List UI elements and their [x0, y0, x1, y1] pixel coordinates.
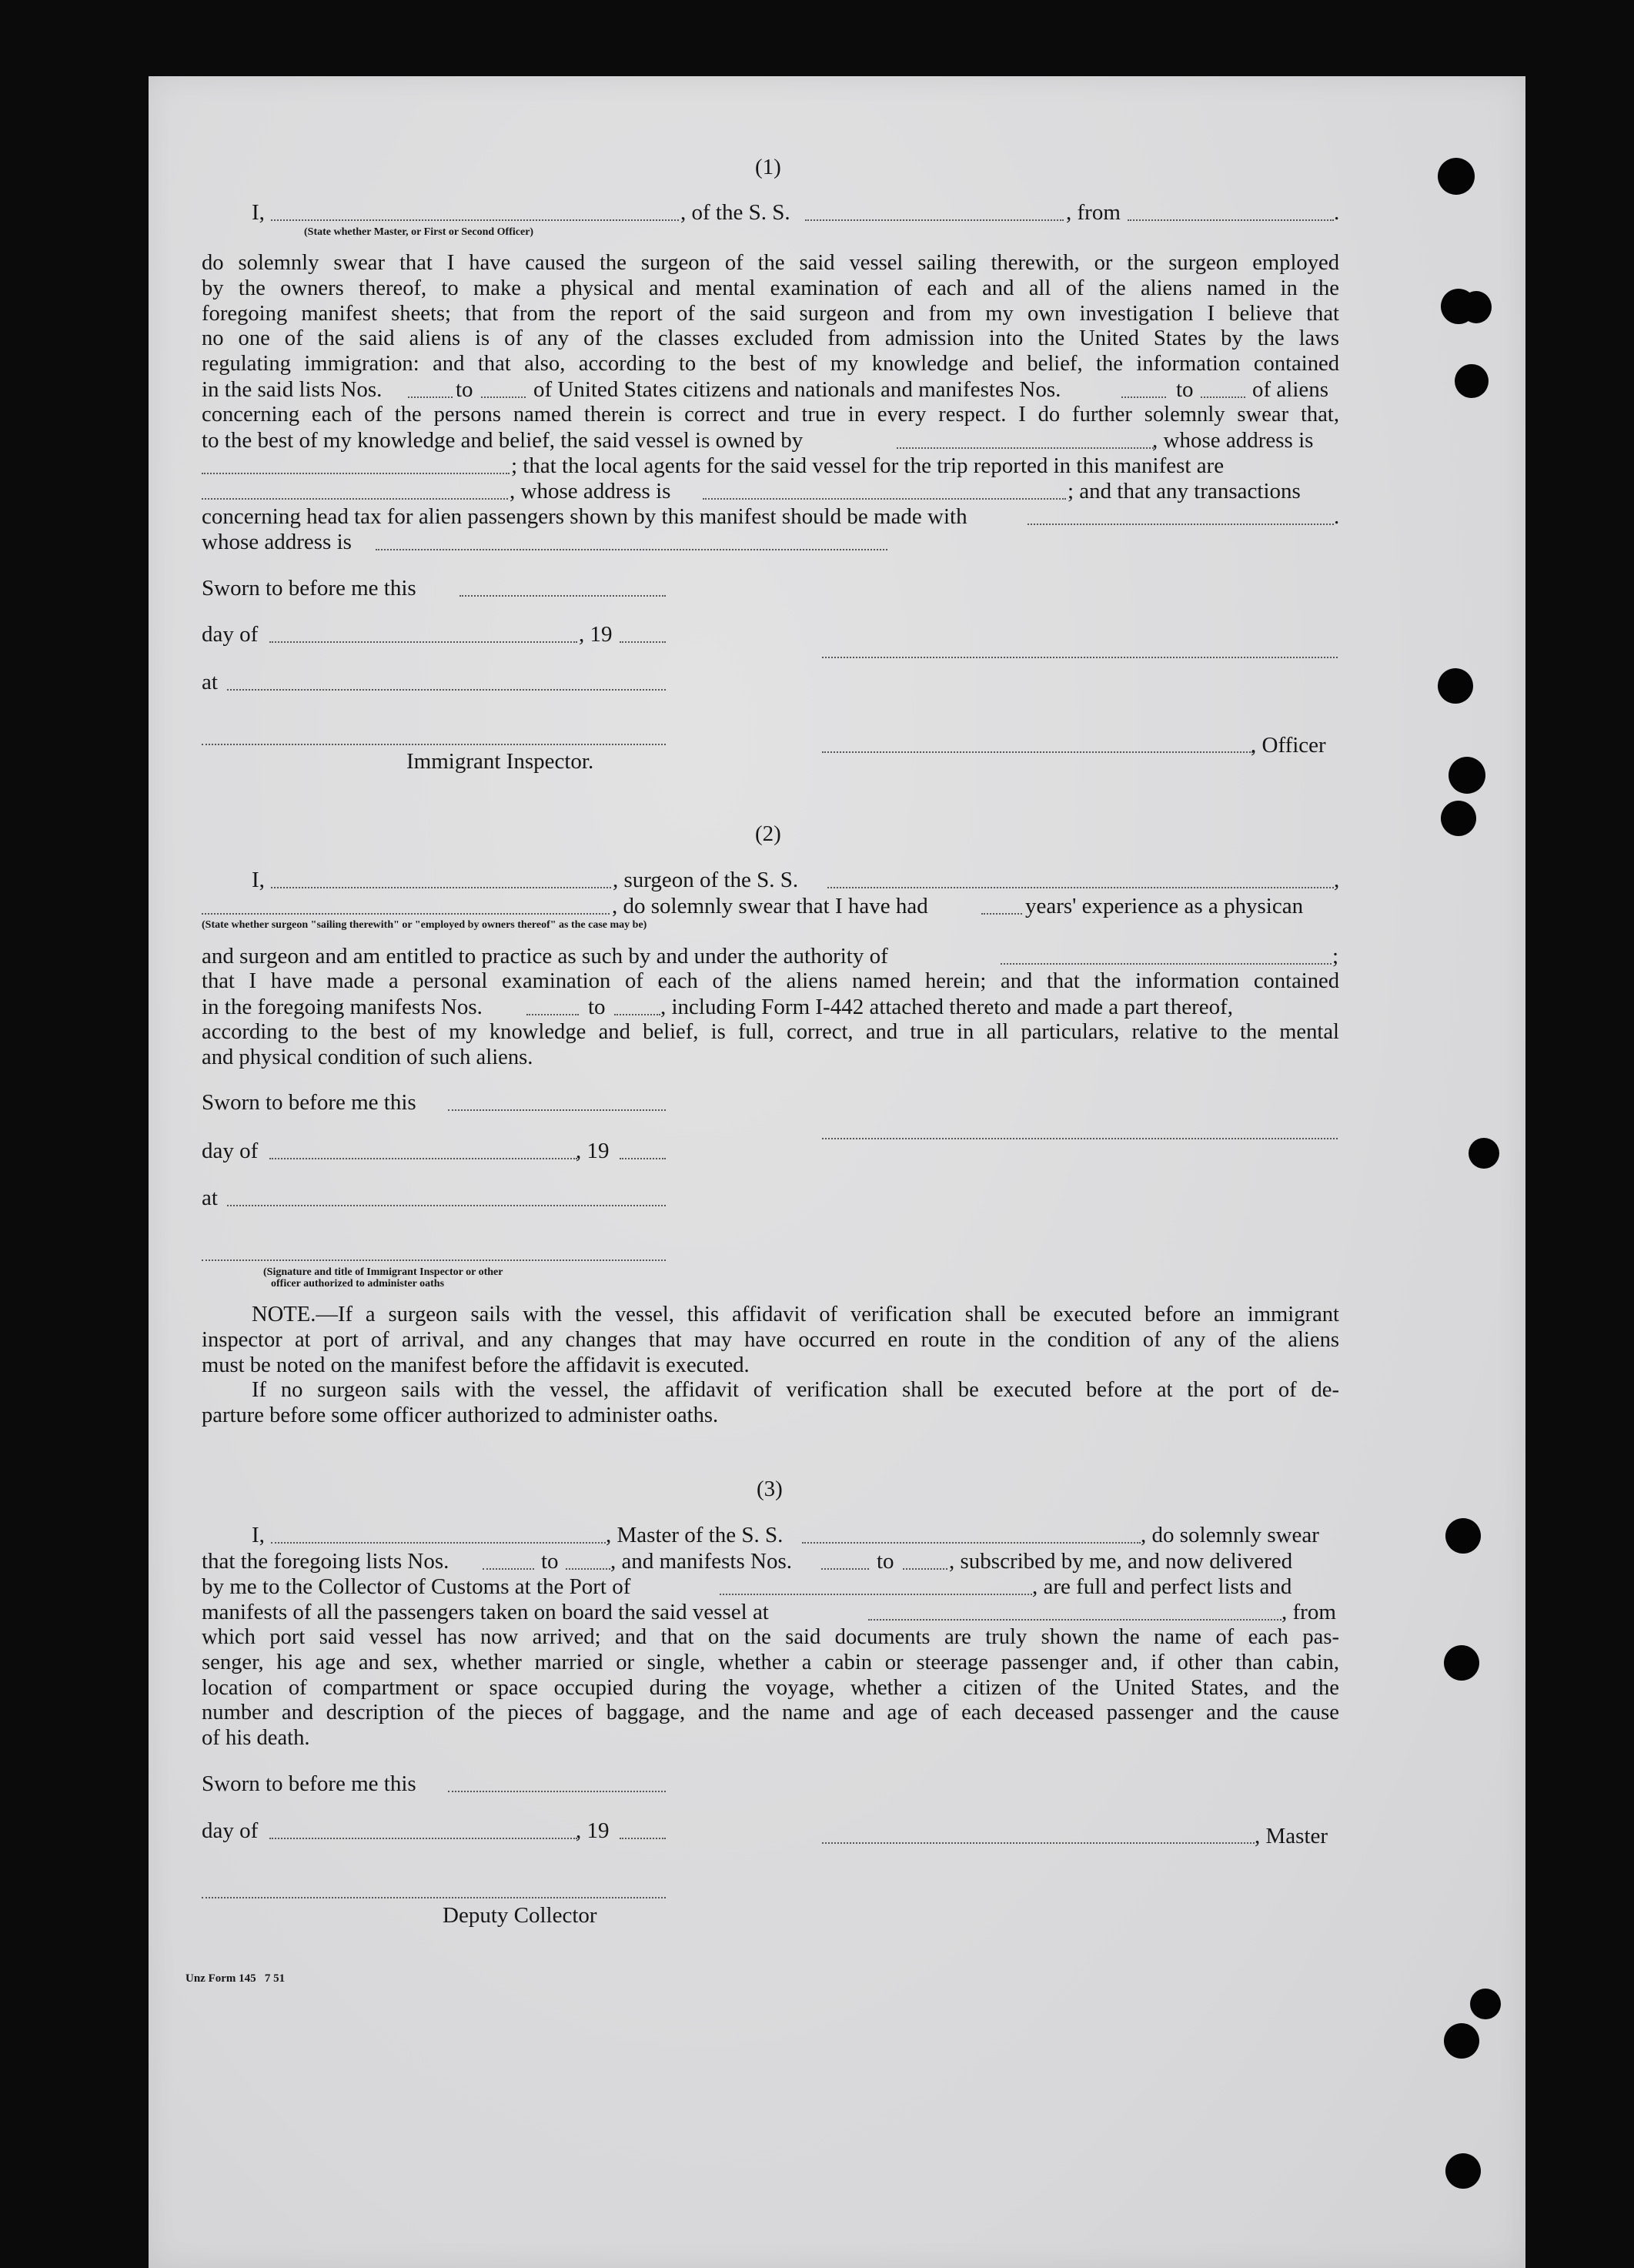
s1-paragraph	[202, 251, 1339, 377]
s1-at-blank	[227, 689, 666, 691]
binder-hole	[1449, 757, 1485, 794]
s1-transactions-text: ; and that any transactions	[1068, 479, 1301, 503]
s3-from: , from	[1281, 1600, 1336, 1624]
s2-manifest-to-blank	[614, 1014, 660, 1015]
s1-owner-blank	[897, 447, 1154, 449]
s3-swear: , do solemnly swear	[1141, 1523, 1319, 1547]
s2-years-text: years' experience as a physican	[1025, 894, 1304, 918]
s1-year: , 19	[579, 622, 613, 647]
s1-to: to	[456, 377, 473, 402]
s3-year: , 19	[576, 1818, 610, 1843]
s2-line: that I have made a personal examination of each of the aliens named herein; and that the information contained	[202, 969, 1339, 993]
s1-sworn: Sworn to before me this	[202, 576, 416, 600]
s1-period-2: .	[1334, 504, 1340, 529]
s2-surgeon-blank	[271, 887, 611, 888]
s2-to: to	[588, 995, 606, 1019]
s1-to-2: to	[1176, 377, 1194, 402]
note-line: parture before some officer authorized to administer oaths.	[202, 1403, 719, 1428]
binder-hole	[1445, 1518, 1481, 1554]
s3-master-of: , Master of the S. S.	[606, 1523, 784, 1547]
s1-lists-text: in the said lists Nos.	[202, 377, 383, 402]
s3-line: senger, his age and sex, whether married or single, whether a cabin or steerage passenger and, if other than cabin,	[202, 1650, 1339, 1674]
s3-manifest-from-blank	[821, 1568, 869, 1570]
note-line: must be noted on the manifest before the affidavit is executed.	[202, 1353, 750, 1377]
s1-of-ss: , of the S. S.	[680, 200, 790, 225]
s1-whose-address: , whose address is	[1152, 428, 1314, 453]
s2-year: , 19	[576, 1139, 610, 1163]
s1-line: do solemnly swear that I have caused the surgeon of the said vessel sailing therewith, or the surgeon employed	[202, 251, 1339, 275]
s1-officer-note: (State whether Master, or First or Second Officer)	[304, 226, 534, 238]
s3-year-blank	[620, 1838, 666, 1839]
binder-hole	[1461, 291, 1492, 323]
s3-lists-to-blank	[566, 1568, 610, 1570]
s3-line: of his death.	[202, 1726, 310, 1751]
s1-aliens-text: of aliens	[1252, 377, 1329, 402]
s2-comma: ,	[1334, 868, 1340, 892]
s1-sworn-blank	[459, 595, 666, 597]
s1-line: foregoing manifest sheets; that from the report of the said surgeon and from my own investigation I believe that	[202, 301, 1339, 326]
s1-head-tax-blank	[1028, 524, 1334, 525]
s1-i: I,	[252, 200, 265, 225]
s2-vessel-blank	[827, 887, 1334, 888]
s3-line: location of compartment or space occupied during the voyage, whether a citizen of the United States, and the	[202, 1675, 1339, 1700]
s1-line: regulating immigration: and that also, according to the best of my knowledge and belief, the information contained	[202, 352, 1339, 376]
s1-lists-from-blank	[408, 396, 453, 398]
s3-master-blank	[271, 1542, 606, 1544]
s3-line: number and description of the pieces of baggage, and the name and age of each deceased passenger and the cause	[202, 1701, 1339, 1725]
s2-sworn-blank	[448, 1109, 666, 1111]
s2-manifests-text: in the foregoing manifests Nos.	[202, 995, 483, 1019]
s1-period: .	[1334, 200, 1340, 225]
note-line: NOTE.—If a surgeon sails with the vessel, this affidavit of verification shall be executed before an immigrant	[252, 1303, 1339, 1326]
s3-lists-text: that the foregoing lists Nos.	[202, 1549, 449, 1574]
form-number: Unz Form 145 7 51	[185, 1972, 286, 1985]
s1-agents-blank	[202, 498, 508, 500]
s2-form-text: , including Form I-442 attached thereto and made a part thereof,	[660, 995, 1234, 1019]
s3-day-of: day of	[202, 1818, 259, 1843]
note-line: If no surgeon sails with the vessel, the affidavit of verification shall be executed before at the port of de-	[252, 1378, 1339, 1403]
s2-paragraph	[202, 969, 1339, 995]
s2-i: I,	[252, 868, 265, 892]
s1-line: by the owners thereof, to make a physical and mental examination of each and all of the aliens named in the	[202, 276, 1339, 300]
binder-hole	[1444, 1645, 1479, 1681]
s2-signature-line	[822, 1138, 1338, 1139]
s2-paragraph-2	[202, 1020, 1339, 1071]
s3-subscribed-text: , subscribed by me, and now delivered	[949, 1549, 1293, 1574]
s2-year-blank	[620, 1158, 666, 1159]
binder-hole	[1445, 2153, 1481, 2189]
s2-sailing-note: (State whether surgeon "sailing therewith" or "employed by owners thereof" as the case may be)	[202, 919, 647, 931]
s2-sailing-blank	[202, 913, 610, 915]
s3-sworn: Sworn to before me this	[202, 1771, 416, 1796]
s1-officer-blank	[271, 219, 679, 221]
s3-to: to	[541, 1549, 559, 1574]
s3-master-label: , Master	[1255, 1824, 1328, 1848]
s1-owner-address-blank	[202, 473, 510, 474]
s2-line: and physical condition of such aliens.	[202, 1045, 533, 1069]
s2-years-blank	[981, 913, 1022, 915]
s1-manifest-to-blank	[1201, 396, 1245, 398]
s1-manifest-from-blank	[1121, 396, 1166, 398]
s3-day-blank	[269, 1838, 577, 1839]
s2-inspector-sig-line	[202, 1259, 666, 1261]
note-line: inspector at port of arrival, and any changes that may have occurred en route in the condition of any of the aliens	[202, 1327, 1339, 1352]
s2-semicolon: ;	[1332, 944, 1339, 968]
s1-from-blank	[1128, 219, 1334, 221]
s3-full-lists-text: , are full and perfect lists and	[1032, 1574, 1292, 1599]
s2-manifest-from-blank	[526, 1014, 579, 1015]
s2-day-blank	[269, 1158, 577, 1159]
s1-vessel-blank	[805, 219, 1064, 221]
s3-deputy-sig-line	[202, 1897, 666, 1898]
binder-hole	[1455, 364, 1489, 398]
note-paragraph	[202, 1303, 1339, 1429]
s2-sig-note: officer authorized to administer oaths	[271, 1278, 445, 1290]
s3-port-blank	[720, 1594, 1032, 1595]
s1-citizens-text: of United States citizens and nationals and manifestes Nos.	[533, 377, 1061, 402]
s3-master-sig-line	[822, 1842, 1255, 1844]
s1-day-blank	[269, 641, 577, 643]
s1-officer-label: , Officer	[1251, 733, 1326, 758]
s1-inspector-label: Immigrant Inspector.	[406, 749, 594, 774]
s2-sworn: Sworn to before me this	[202, 1090, 416, 1115]
s2-line: according to the best of my knowledge and belief, is full, correct, and true in all particulars, relative to the mental	[202, 1020, 1339, 1044]
binder-hole	[1438, 158, 1475, 195]
s1-year-blank	[620, 641, 666, 643]
s1-day-of: day of	[202, 622, 259, 647]
s3-lists-from-blank	[483, 1568, 534, 1570]
s1-whose-address-3: whose address is	[202, 530, 352, 554]
s1-paragraph-2	[202, 403, 1339, 428]
s1-head-tax-address-blank	[376, 549, 887, 550]
s1-owned-text: to the best of my knowledge and belief, the said vessel is owned by	[202, 428, 804, 453]
binder-hole	[1469, 1138, 1499, 1169]
s3-to-2: to	[877, 1549, 894, 1574]
s3-paragraph	[202, 1625, 1339, 1751]
binder-hole	[1438, 668, 1473, 704]
binder-hole	[1444, 2023, 1479, 2059]
binder-hole	[1441, 801, 1476, 836]
s3-taken-on-text: manifests of all the passengers taken on board the said vessel at	[202, 1600, 769, 1624]
s3-taken-at-blank	[868, 1619, 1281, 1621]
s3-i: I,	[252, 1523, 265, 1547]
s1-signature-line	[822, 657, 1338, 658]
s1-head-tax-text: concerning head tax for alien passengers shown by this manifest should be made with	[202, 504, 967, 529]
s3-line: which port said vessel has now arrived; and that on the said documents are truly shown the name of each pas-	[202, 1625, 1339, 1649]
s3-manifests-text: , and manifests Nos.	[610, 1549, 792, 1574]
s2-authority-text: and surgeon and am entitled to practice as such by and under the authority of	[202, 944, 888, 968]
s1-whose-address-2: , whose address is	[510, 479, 671, 503]
s2-sig-note: (Signature and title of Immigrant Inspector or other	[263, 1266, 503, 1278]
section-3-heading: (3)	[757, 1477, 783, 1501]
s1-line: concerning each of the persons named therein is correct and true in every respect. I do further solemnly swear that,	[202, 403, 1339, 427]
s1-officer-sig-line	[822, 751, 1253, 753]
s1-inspector-sig-line	[202, 744, 666, 745]
s1-line: no one of the said aliens is of any of the classes excluded from admission into the United States by the laws	[202, 326, 1339, 351]
s2-surgeon-of: , surgeon of the S. S.	[613, 868, 799, 892]
section-2-heading: (2)	[755, 821, 781, 846]
s1-local-agents-text: ; that the local agents for the said vessel for the trip reported in this manifest are	[511, 453, 1225, 478]
s3-sworn-blank	[448, 1791, 666, 1792]
binder-hole	[1470, 1989, 1501, 2019]
s1-at: at	[202, 670, 218, 694]
s3-manifest-to-blank	[903, 1568, 947, 1570]
s3-deputy-label: Deputy Collector	[443, 1903, 597, 1928]
s1-lists-to-blank	[481, 396, 526, 398]
s2-authority-blank	[1001, 963, 1332, 965]
s3-vessel-blank	[802, 1542, 1141, 1544]
s2-day-of: day of	[202, 1139, 259, 1163]
s2-swear-text: , do solemnly swear that I have had	[612, 894, 928, 918]
s2-at-blank	[227, 1205, 666, 1206]
s1-from: , from	[1066, 200, 1121, 225]
s2-at: at	[202, 1186, 218, 1210]
s1-agents-address-blank	[703, 498, 1066, 500]
s3-port-text: by me to the Collector of Customs at the Port of	[202, 1574, 631, 1599]
section-1-heading: (1)	[755, 155, 781, 179]
